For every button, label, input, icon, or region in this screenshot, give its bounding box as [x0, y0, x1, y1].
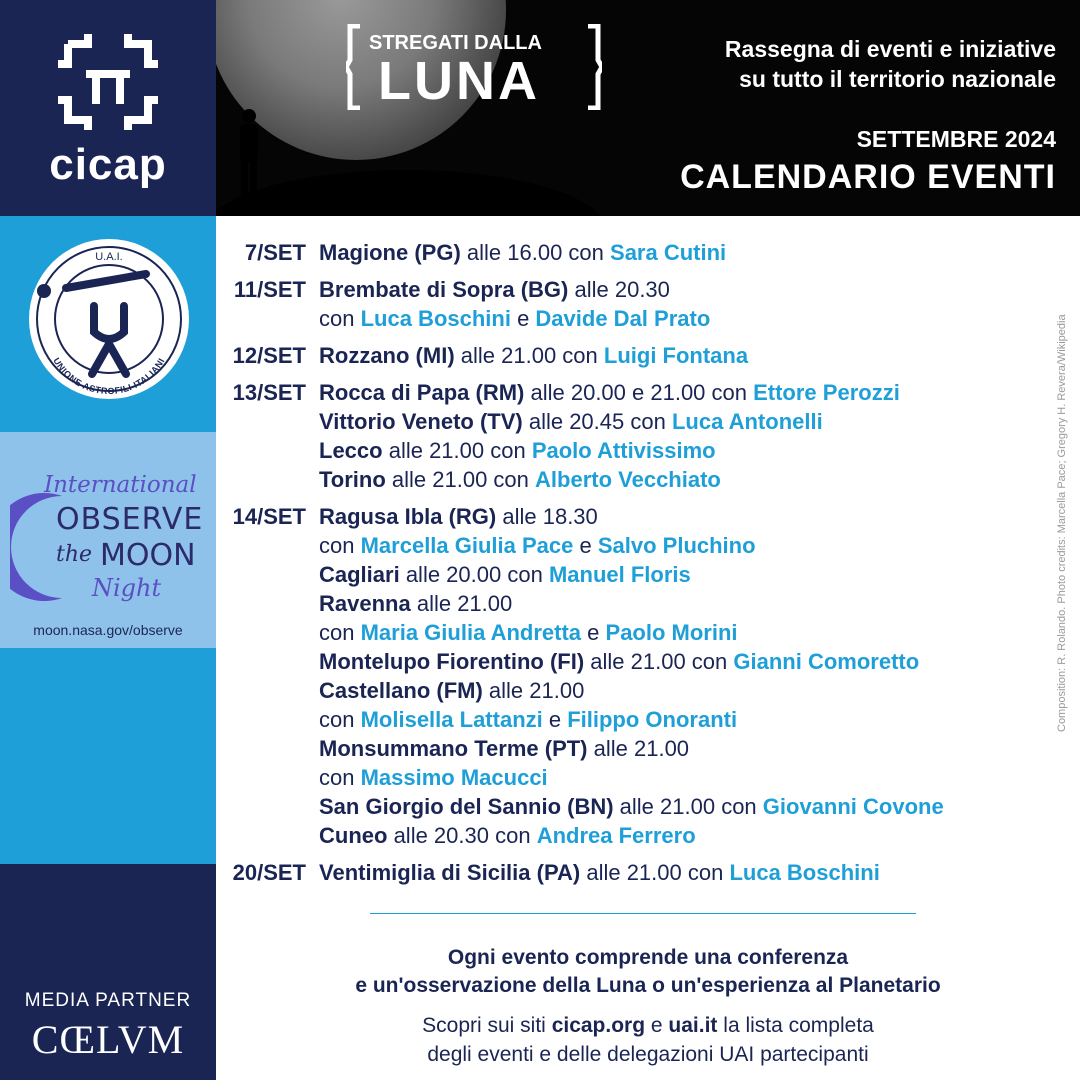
event-details [319, 238, 1066, 267]
event-details [319, 378, 1066, 494]
event-location: Montelupo Fiorentino (FI) [319, 649, 585, 674]
event-speaker: Ettore Perozzi [753, 380, 900, 405]
event-details [319, 502, 1066, 850]
event-text: e [581, 620, 606, 645]
event-text: e [573, 533, 598, 558]
cicap-emblem-icon [48, 34, 168, 130]
event-location: Torino [319, 467, 386, 492]
event-row [216, 238, 1066, 267]
moon-the-text: the [56, 542, 93, 567]
uai-block [0, 216, 216, 432]
coelum-logo: CŒLVM [31, 1017, 185, 1062]
event-speaker: Manuel Floris [548, 562, 691, 587]
event-line [319, 734, 1066, 763]
event-row [216, 275, 1066, 333]
event-location: Vittorio Veneto (TV) [319, 409, 523, 434]
header-banner [216, 0, 1080, 216]
event-text: alle 20.45 con [522, 409, 672, 434]
cicap-logo-text: cicap [49, 140, 167, 189]
media-partner-label: MEDIA PARTNER [24, 990, 192, 1011]
moon-international-text: International [44, 472, 197, 498]
footer-text: e [645, 1014, 669, 1037]
event-row [216, 502, 1066, 850]
event-line [319, 407, 1066, 436]
event-line [319, 304, 1066, 333]
event-speaker: Molisella Lattanzi [360, 707, 543, 732]
event-line [319, 378, 1066, 407]
photo-credit-text: Composition: R. Rolando. Photo credits: Marcella Pace; Gregory H. Revera/Wikipedia [1056, 314, 1068, 732]
footer-note [216, 944, 1080, 1000]
event-speaker: Salvo Pluchino [597, 533, 756, 558]
uai-ring-text: UNIONE ASTROFILI ITALIANI [51, 356, 167, 397]
photo-credit [1056, 232, 1070, 732]
event-line [319, 502, 1066, 531]
event-speaker: Andrea Ferrero [536, 823, 696, 848]
event-speaker: Marcella Giulia Pace [360, 533, 574, 558]
event-speaker: Giovanni Covone [762, 794, 944, 819]
event-text: e [542, 707, 568, 732]
event-line [319, 821, 1066, 850]
blue-spacer-block [0, 648, 216, 864]
event-text: e [510, 306, 536, 331]
event-row [216, 341, 1066, 370]
event-line [319, 436, 1066, 465]
divider [370, 913, 916, 914]
moon-url-link[interactable]: moon.nasa.gov/observe [33, 622, 183, 638]
event-line [319, 618, 1066, 647]
event-speaker: Luca Boschini [729, 860, 880, 885]
stregati-logo-top: STREGATI DALLA [369, 32, 542, 54]
event-speaker: Luca Boschini [360, 306, 511, 331]
header-subtitle-line1: Rassegna di eventi e iniziative [724, 36, 1056, 62]
event-line [319, 341, 1066, 370]
event-location: Cuneo [319, 823, 388, 848]
event-location: Monsummano Terme (PT) [319, 736, 588, 761]
moon-night-text: Night [92, 574, 162, 602]
event-text: alle 21.00 [482, 678, 585, 703]
event-speaker: Luca Antonelli [671, 409, 823, 434]
event-line [319, 792, 1066, 821]
media-partner-block [0, 864, 216, 1080]
hill-silhouette [216, 170, 606, 216]
event-line [319, 560, 1066, 589]
event-line [319, 705, 1066, 734]
footer-note-line2: e un'osservazione della Luna o un'esperienza al Planetario [355, 974, 941, 997]
event-speaker: Paolo Attivissimo [531, 438, 716, 463]
footer-links [216, 1011, 1080, 1069]
event-location: Castellano (FM) [319, 678, 483, 703]
footer-text: la lista completa [717, 1014, 874, 1037]
event-speaker: Sara Cutini [610, 240, 727, 265]
event-line [319, 589, 1066, 618]
event-date: 20/SET [232, 860, 306, 885]
event-date: 7/SET [244, 240, 306, 265]
cicap-site-link[interactable]: cicap.org [551, 1014, 646, 1037]
footer-links-line1 [216, 1011, 1080, 1040]
event-location: Ragusa Ibla (RG) [319, 504, 497, 529]
event-speaker: Massimo Macucci [360, 765, 548, 790]
event-line [319, 465, 1066, 494]
event-speaker: Gianni Comoretto [733, 649, 920, 674]
event-line [319, 763, 1066, 792]
event-location: Rocca di Papa (RM) [319, 380, 525, 405]
footer-text: Scopri sui siti [422, 1014, 552, 1037]
cicap-block [0, 0, 216, 216]
person-silhouette-icon [234, 108, 264, 204]
moon-moon-text: MOON [100, 538, 196, 573]
event-text: alle 18.30 [496, 504, 598, 529]
event-speaker: Luigi Fontana [603, 343, 749, 368]
event-text: con [319, 765, 361, 790]
event-location: Ventimiglia di Sicilia (PA) [319, 860, 581, 885]
event-location: Lecco [319, 438, 383, 463]
event-details [319, 275, 1066, 333]
event-line [319, 676, 1066, 705]
event-line [319, 858, 1066, 887]
event-speaker: Paolo Morini [605, 620, 738, 645]
event-date: 12/SET [232, 343, 306, 368]
event-location: Magione (PG) [319, 240, 461, 265]
event-text: con [319, 620, 361, 645]
event-speaker: Filippo Onoranti [567, 707, 738, 732]
event-line [319, 275, 1066, 304]
page-title: CALENDARIO EVENTI [680, 158, 1056, 196]
event-text: alle 16.00 con [460, 240, 611, 265]
event-text: alle 21.00 con [584, 649, 734, 674]
event-location: San Giorgio del Sannio (BN) [319, 794, 614, 819]
event-date: 14/SET [232, 504, 306, 529]
event-date: 11/SET [233, 277, 306, 302]
footer-links-line2: degli eventi e delle delegazioni UAI partecipanti [427, 1043, 869, 1066]
event-row [216, 858, 1066, 887]
event-text: alle 21.00 con [385, 467, 536, 492]
event-text: alle 20.30 [568, 277, 670, 302]
event-text: alle 20.30 con [387, 823, 537, 848]
event-date: 13/SET [232, 380, 306, 405]
event-line [319, 531, 1066, 560]
moon-observe-text: OBSERVE [56, 502, 204, 537]
header-month: SETTEMBRE 2024 [856, 126, 1056, 152]
event-location: Cagliari [319, 562, 400, 587]
stregati-logo-main: LUNA [378, 51, 540, 111]
event-text: alle 20.00 con [399, 562, 549, 587]
event-location: Brembate di Sopra (BG) [319, 277, 569, 302]
event-text: alle 20.00 e 21.00 con [524, 380, 754, 405]
left-column [0, 0, 216, 1080]
event-location: Rozzano (MI) [319, 343, 455, 368]
event-text: alle 21.00 con [613, 794, 763, 819]
observe-moon-night-block [0, 432, 216, 648]
event-speaker: Davide Dal Prato [535, 306, 711, 331]
event-details [319, 341, 1066, 370]
event-row [216, 378, 1066, 494]
event-text: con [319, 306, 361, 331]
header-subtitle-line2: su tutto il territorio nazionale [739, 66, 1056, 92]
uai-top-text: U.A.I. [95, 251, 123, 263]
event-line [319, 238, 1066, 267]
footer-note-line1: Ogni evento comprende una conferenza [447, 946, 849, 969]
event-speaker: Maria Giulia Andretta [360, 620, 582, 645]
uai-logo-icon [26, 236, 192, 402]
events-list [216, 238, 1066, 895]
event-text: con [319, 533, 361, 558]
uai-site-link[interactable]: uai.it [668, 1014, 718, 1037]
event-details [319, 858, 1066, 887]
event-line [319, 647, 1066, 676]
event-text: alle 21.00 con [580, 860, 730, 885]
event-text: con [319, 707, 361, 732]
event-speaker: Alberto Vecchiato [535, 467, 721, 492]
event-location: Ravenna [319, 591, 411, 616]
event-text: alle 21.00 [587, 736, 690, 761]
event-text: alle 21.00 con [454, 343, 604, 368]
event-text: alle 21.00 [410, 591, 513, 616]
event-text: alle 21.00 con [382, 438, 532, 463]
